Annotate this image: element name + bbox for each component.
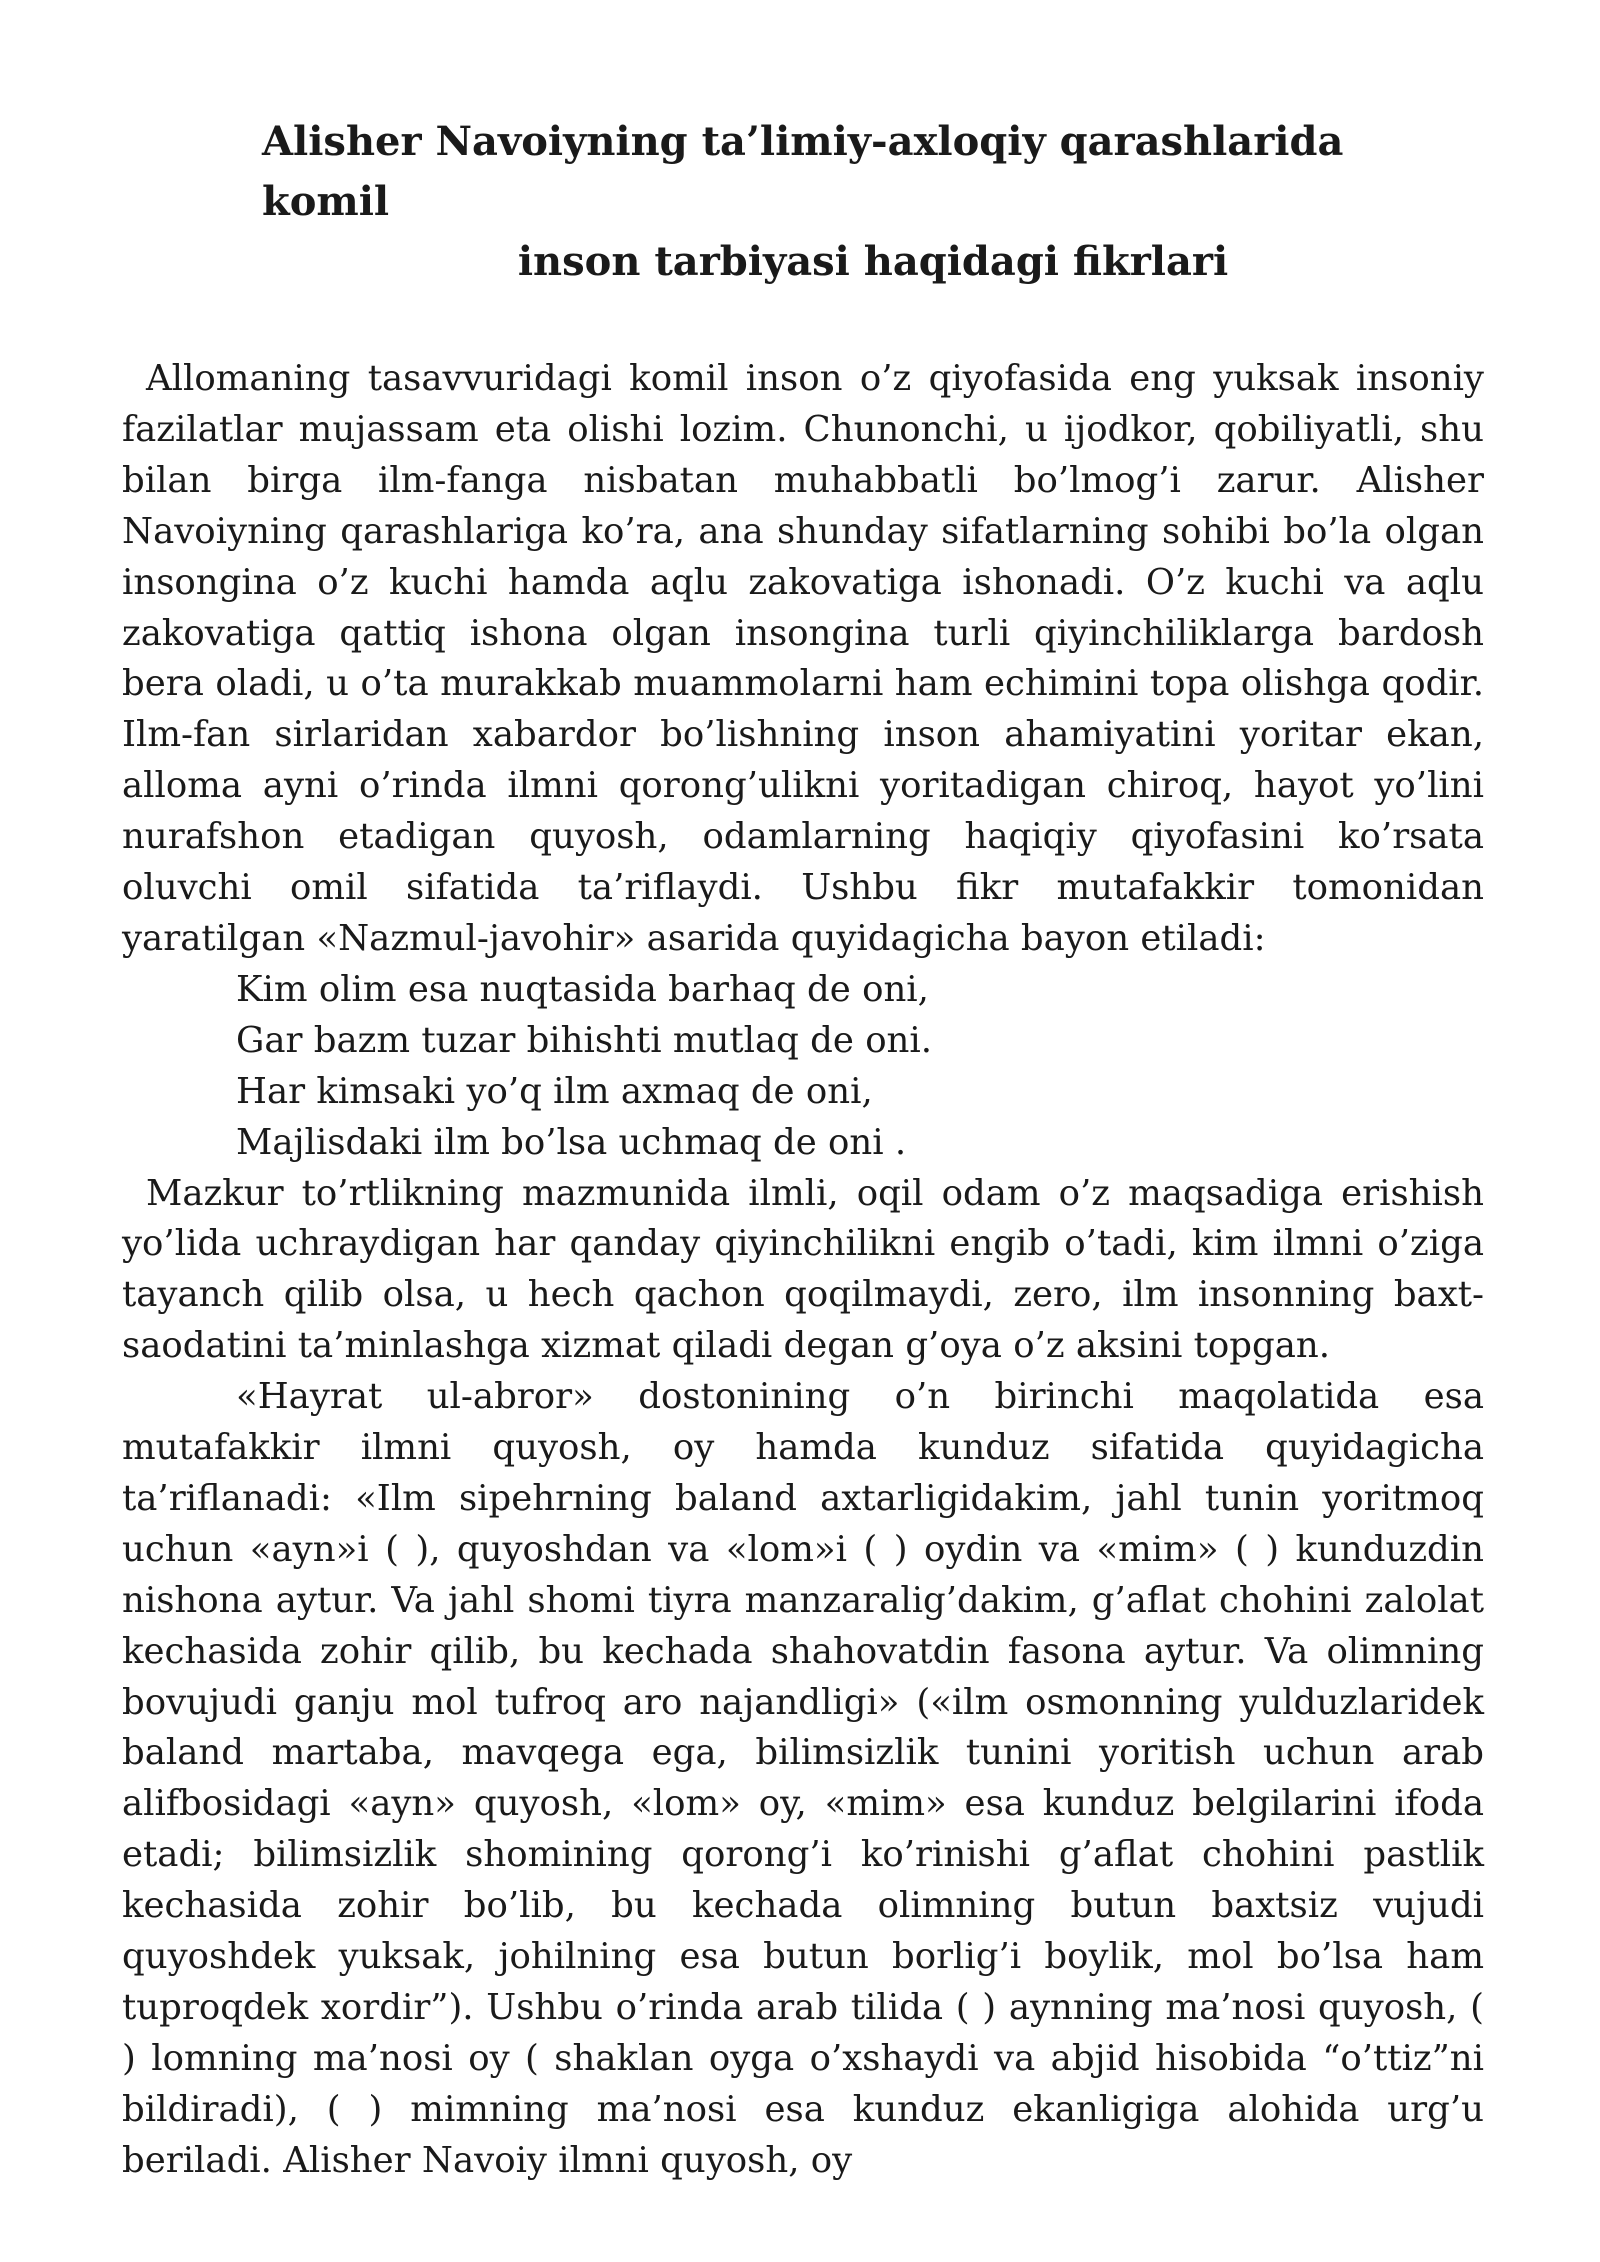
document-title <box>122 112 1484 292</box>
paragraph-3: «Hayrat ul-abror» dostonining o’n birinchi maqolatida esa mutafakkir ilmni quyosh, oy hamda kunduz sifatida quyidagicha ta’riflanadi: «Ilm sipehrning baland axtarligidakim, jahl tunin yoritmoq uchun «ayn»i ( ), quyoshdan va «lom»i ( ) oydin va «mim» ( ) kunduzdin nishona aytur. Va jahl shomi tiyra manzaralig’dakim, g’aflat chohini zalolat kechasida zohir qilib, bu kechada shahovatdin fasona aytur. Va olimning bovujudi ganju mol tufroq aro najandligi» («ilm osmonning yulduzlaridek baland martaba, mavqega ega, bilimsizlik tunini yoritish uchun arab alifbosidagi «ayn» quyosh, «lom» oy, «mim» esa kunduz belgilarini ifoda etadi; bilimsizlik shomining qorong’i ko’rinishi g’aflat chohini pastlik kechasida zohir bo’lib, bu kechada olimning butun baxtsiz vujudi quyoshdek yuksak, johilning esa butun borlig’i boylik, mol bo’lsa ham tuproqdek xordir”). Ushbu o’rinda arab tilida ( ) aynning ma’nosi quyosh, ( ) lomning ma’nosi oy ( shaklan oyga o’xshaydi va abjid hisobida “o’ttiz”ni bildiradi), ( ) mimning ma’nosi esa kunduz ekanligiga alohida urg’u beriladi. Alisher Navoiy ilmni quyosh, oy <box>122 1376 1484 2181</box>
poem-line-4: Majlisdaki ilm bo’lsa uchmaq de oni . <box>236 1121 907 1163</box>
paragraph-1: Allomaning tasavvuridagi komil inson o’z qiyofasida eng yuksak insoniy fazilatlar mujassam eta olishi lozim. Chunonchi, u ijodkor, qobiliyatli, shu bilan birga ilm-fanga nisbatan muhabbatli bo’lmog’i zarur. Alisher Navoiyning qarashlariga ko’ra, ana shunday sifatlarning sohibi bo’la olgan insongina o’z kuchi hamda aqlu zakovatiga ishonadi. O’z kuchi va aqlu zakovatiga qattiq ishona olgan insongina turli qiyinchiliklarga bardosh bera oladi, u o’ta murakkab muammolarni ham echimini topa olishga qodir. Ilm-fan sirlaridan xabardor bo’lishning inson ahamiyatini yoritar ekan, alloma ayni o’rinda ilmni qorong’ulikni yoritadigan chiroq, hayot yo’lini nurafshon etadigan quyosh, odamlarning haqiqiy qiyofasini ko’rsata oluvchi omil sifatida ta’riflaydi. Ushbu fikr mutafakkir tomonidan yaratilgan «Nazmul-javohir» asarida quyidagicha bayon etiladi: <box>122 358 1484 959</box>
paragraph-2: Mazkur to’rtlikning mazmunida ilmli, oqil odam o’z maqsadiga erishish yo’lida uchraydigan har qanday qiyinchilikni engib o’tadi, kim ilmni o’ziga tayanch qilib olsa, u hech qachon qoqilmaydi, zero, ilm insonning baxt-saodatini ta’minlashga xizmat qiladi degan g’oya o’z aksini topgan. <box>122 1172 1484 1367</box>
title-line-2: inson tarbiyasi haqidagi fikrlari <box>517 238 1229 285</box>
document-page <box>122 112 1484 2187</box>
poem-line-3: Har kimsaki yo’q ilm axmaq de oni, <box>236 1070 873 1112</box>
poem-line-2: Gar bazm tuzar bihishti mutlaq de oni. <box>236 1019 933 1061</box>
poem-line-1: Kim olim esa nuqtasida barhaq de oni, <box>236 968 929 1010</box>
title-line-1: Alisher Navoiyning ta’limiy-axloqiy qarashlarida komil <box>262 118 1344 225</box>
quatrain <box>122 965 1484 1169</box>
